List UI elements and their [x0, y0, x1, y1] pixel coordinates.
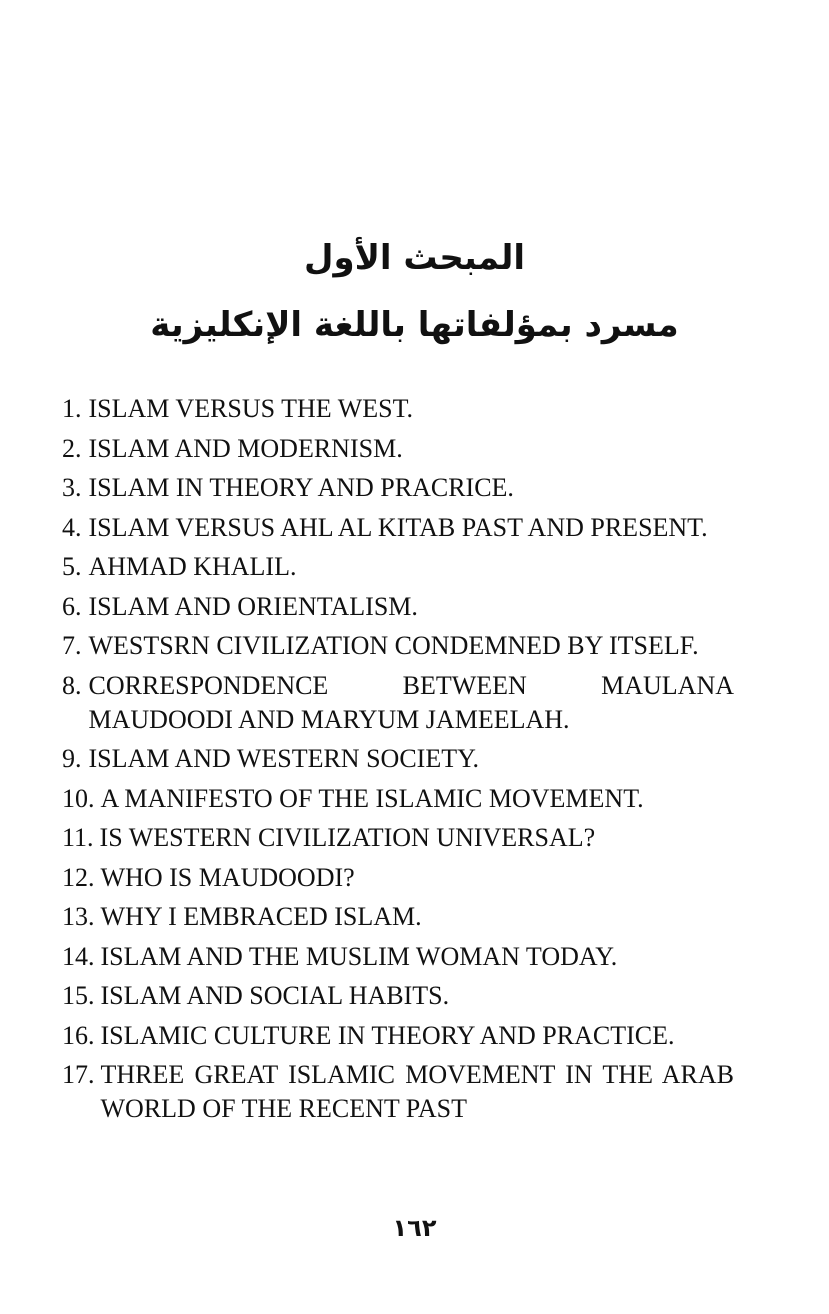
- item-title: ISLAM IN THEORY AND PRACRICE.: [88, 473, 514, 502]
- list-item: [62, 940, 734, 974]
- list-item: [62, 590, 734, 624]
- item-title: ISLAMIC CULTURE IN THEORY AND PRACTICE.: [100, 1020, 675, 1050]
- item-title: A MANIFESTO OF THE ISLAMIC MOVEMENT.: [100, 783, 644, 813]
- item-number: 8.: [62, 670, 82, 700]
- item-number: 11.: [62, 823, 94, 852]
- item-title: ISLAM VERSUS THE WEST.: [88, 394, 414, 423]
- list-item: [62, 742, 734, 776]
- list-item: [62, 629, 734, 663]
- page-number: ١٦٢: [392, 1214, 437, 1242]
- item-number: 9.: [62, 744, 82, 773]
- list-item: [62, 669, 734, 737]
- list-item: [62, 821, 734, 855]
- list-item: [62, 979, 734, 1013]
- item-title: ISLAM AND ORIENTALISM.: [88, 591, 418, 621]
- item-number: 15.: [62, 981, 95, 1010]
- list-item: [62, 550, 734, 584]
- item-title: AHMAD KHALIL.: [88, 552, 297, 581]
- item-title: WESTSRN CIVILIZATION CONDEMNED BY ITSELF.: [88, 631, 699, 660]
- item-title: CORRESPONDENCE BETWEEN MAULANA MAUDOODI AND MARYUM JAMEELAH.: [88, 670, 734, 734]
- list-item: [62, 861, 734, 895]
- item-title: WHO IS MAUDOODI?: [100, 862, 355, 892]
- item-number: 1.: [62, 394, 82, 423]
- item-number: 7.: [62, 631, 82, 660]
- list-item: [62, 900, 734, 934]
- item-number: 3.: [62, 473, 82, 502]
- item-number: 5.: [62, 552, 82, 581]
- item-title: ISLAM AND THE MUSLIM WOMAN TODAY.: [100, 941, 618, 971]
- item-title: IS WESTERN CIVILIZATION UNIVERSAL?: [99, 823, 596, 852]
- item-number: 6.: [62, 591, 82, 621]
- publications-list: [62, 392, 734, 1132]
- item-number: 17.: [62, 1060, 95, 1089]
- item-title: ISLAM VERSUS AHL AL KITAB PAST AND PRESENT.: [88, 512, 708, 542]
- item-title: ISLAM AND MODERNISM.: [88, 433, 403, 463]
- item-number: 2.: [62, 433, 82, 463]
- item-number: 14.: [62, 941, 95, 971]
- list-item: [62, 471, 734, 505]
- item-number: 13.: [62, 902, 95, 931]
- item-title: ISLAM AND WESTERN SOCIETY.: [88, 744, 480, 773]
- item-number: 12.: [62, 862, 95, 892]
- item-title: THREE GREAT ISLAMIC MOVEMENT IN THE ARAB WORLD OF THE RECENT PAST: [100, 1060, 734, 1123]
- item-title: WHY I EMBRACED ISLAM.: [100, 902, 422, 931]
- list-item: [62, 1019, 734, 1053]
- item-number: 4.: [62, 512, 82, 542]
- list-item: [62, 1058, 734, 1126]
- section-subtitle: مسرد بمؤلفاتها باللغة الإنكليزية: [150, 305, 679, 345]
- item-number: 16.: [62, 1020, 95, 1050]
- list-item: [62, 432, 734, 466]
- list-item: [62, 511, 734, 545]
- list-item: [62, 782, 734, 816]
- item-title: ISLAM AND SOCIAL HABITS.: [100, 981, 450, 1010]
- item-number: 10.: [62, 783, 95, 813]
- section-title: المبحث الأول: [303, 238, 526, 278]
- list-item: [62, 392, 734, 426]
